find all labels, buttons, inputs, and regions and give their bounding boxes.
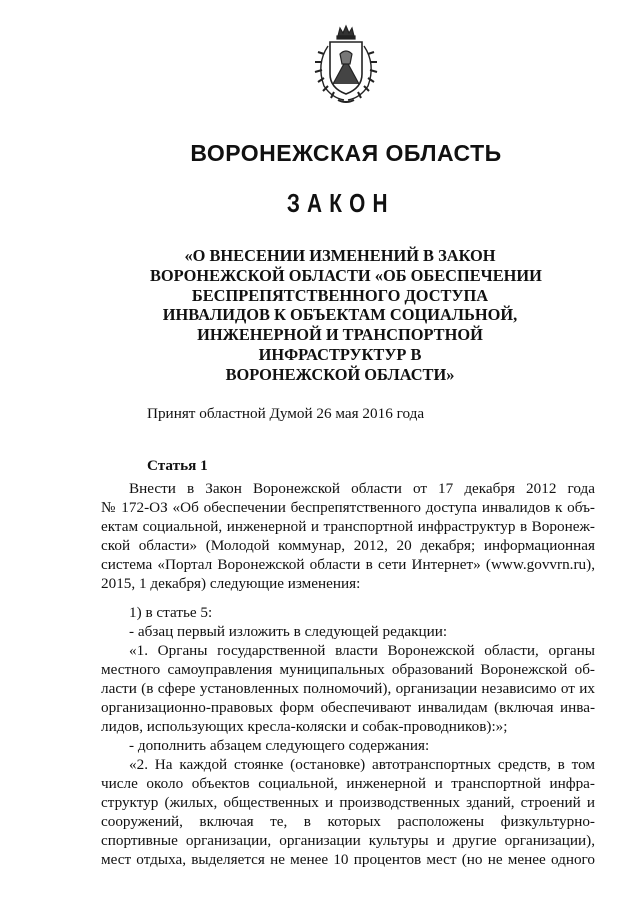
body-line: - абзац первый изложить в следующей редакции: — [129, 623, 448, 640]
title-line: ИНФРАСТРУКТУР В — [258, 344, 422, 364]
article-heading: Статья 1 — [147, 457, 208, 474]
title-line: ИНЖЕНЕРНОЙ И ТРАНСПОРТНОЙ — [197, 325, 483, 345]
body-line: 1) в статье 5: — [129, 604, 213, 621]
body-line: «1. Органы государственной власти Воронежской области, органы — [129, 642, 595, 659]
body-line: ектам социальной, инженерной и транспортной инфраструктур в Воронеж- — [101, 518, 595, 535]
title-line: ВОРОНЕЖСКОЙ ОБЛАСТИ» — [225, 364, 455, 384]
body-line: мест отдыха, выделяется не менее 10 процентов мест (но не менее одного — [101, 851, 595, 868]
adoption-note: Принят областной Думой 26 мая 2016 года — [147, 405, 425, 422]
body-line: числе около объектов социальной, инженерной и транспортной инфра- — [101, 775, 595, 792]
body-line: - дополнить абзацем следующего содержания: — [129, 737, 430, 754]
body-line: спортивные организации, организации культуры и другие организации), — [101, 832, 595, 849]
body-line: № 172-ОЗ «Об обеспечении беспрепятственного доступа инвалидов к объ- — [101, 499, 595, 516]
title-line: БЕСПРЕПЯТСТВЕННОГО ДОСТУПА — [191, 285, 489, 305]
law-title — [150, 246, 542, 385]
body-line: структур (жилых, общественных и производственных зданий, строений и — [101, 794, 595, 811]
body-line: ласти (в сфере установленных полномочий), организации независимо от их — [101, 680, 595, 697]
body-line: сооружений, включая те, в которых расположены физкультурно- — [101, 813, 595, 830]
body-line: местного самоуправления муниципальных образований Воронежской об- — [101, 661, 595, 678]
body-line: система «Портал Воронежской области в сети Интернет» (www.govvrn.ru), — [101, 556, 595, 573]
title-line: ВОРОНЕЖСКОЙ ОБЛАСТИ «ОБ ОБЕСПЕЧЕНИИ — [150, 265, 542, 285]
title-line: «О ВНЕСЕНИИ ИЗМЕНЕНИЙ В ЗАКОН — [184, 246, 496, 265]
body-line: 2015, 1 декабря) следующие изменения: — [101, 575, 361, 592]
title-line: ИНВАЛИДОВ К ОБЪЕКТАМ СОЦИАЛЬНОЙ, — [162, 305, 518, 325]
body-line: Внести в Закон Воронежской области от 17 декабря 2012 года — [129, 480, 595, 497]
body-line: «2. На каждой стоянке (остановке) автотранспортных средств, в том — [129, 756, 595, 773]
region-heading: ВОРОНЕЖСКАЯ ОБЛАСТЬ — [190, 140, 502, 166]
document-type-heading: ЗАКОН — [286, 188, 395, 218]
body-line: ской области» (Молодой коммунар, 2012, 20 декабря; информационная — [101, 537, 595, 554]
coat-of-arms-icon — [310, 24, 382, 106]
body-line: организационно-правовых форм обеспечивают инвалидам (включая инва- — [101, 699, 595, 716]
body-line: лидов, использующих кресла-коляски и собак-проводников):»; — [101, 718, 508, 735]
